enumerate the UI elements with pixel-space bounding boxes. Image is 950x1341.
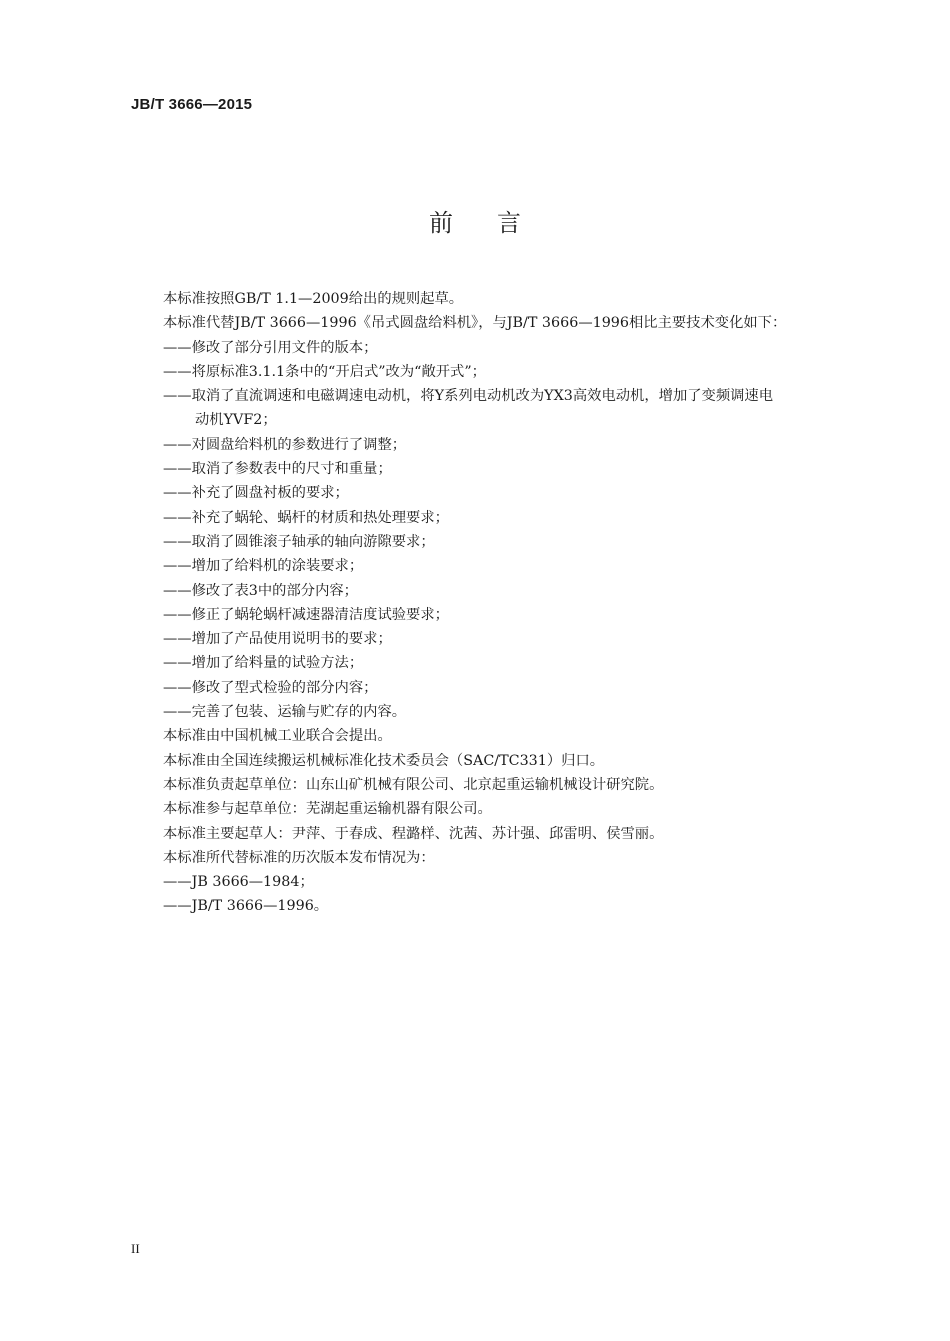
standard-number: JB/T 3666—2015 — [131, 96, 253, 113]
previous-edition-item: ——JB 3666—1984； — [163, 874, 314, 891]
paragraph-proposer: 本标准由中国机械工业联合会提出。 — [163, 728, 392, 745]
change-item: ——增加了给料量的试验方法； — [163, 655, 364, 672]
paragraph-main-drafters: 本标准主要起草人：尹萍、于春成、程潞样、沈茜、苏计强、邱雷明、侯雪丽。 — [163, 825, 664, 842]
paragraph-lead-drafters: 本标准负责起草单位：山东山矿机械有限公司、北京起重运输机械设计研究院。 — [163, 776, 664, 793]
page-title: 前言 — [429, 209, 565, 237]
change-item: ——增加了给料机的涂装要求； — [163, 558, 364, 575]
change-item: ——补充了圆盘衬板的要求； — [163, 485, 349, 502]
change-item: ——修改了型式检验的部分内容； — [163, 679, 378, 696]
change-item: ——修正了蜗轮蜗杆减速器清洁度试验要求； — [163, 606, 449, 623]
change-item: ——对圆盘给料机的参数进行了调整； — [163, 436, 407, 453]
paragraph-participating-drafters: 本标准参与起草单位：芜湖起重运输机器有限公司。 — [163, 801, 492, 818]
change-item: ——完善了包装、运输与贮存的内容。 — [163, 704, 407, 721]
foreword-body — [163, 287, 883, 919]
change-item: ——取消了圆锥滚子轴承的轴向游隙要求； — [163, 533, 435, 550]
change-item: ——取消了参数表中的尺寸和重量； — [163, 461, 392, 478]
change-item-continuation: 动机YVF2； — [195, 412, 277, 429]
paragraph-replacement: 本标准代替JB/T 3666—1996《吊式圆盘给料机》，与JB/T 3666—1996相比主要技术变化如下： — [163, 315, 787, 332]
paragraph-previous-editions: 本标准所代替标准的历次版本发布情况为： — [163, 849, 435, 866]
change-item: ——增加了产品使用说明书的要求； — [163, 631, 392, 648]
paragraph-committee: 本标准由全国连续搬运机械标准化技术委员会（SAC/TC331）归口。 — [163, 752, 605, 769]
change-item: ——取消了直流调速和电磁调速电动机，将Y系列电动机改为YX3高效电动机，增加了变频调速电 — [163, 388, 774, 405]
page-number: II — [131, 1241, 140, 1256]
previous-edition-item: ——JB/T 3666—1996。 — [163, 898, 329, 915]
change-item: ——将原标准3.1.1条中的“开启式”改为“敞开式”； — [163, 363, 486, 380]
change-item: ——修改了表3中的部分内容； — [163, 582, 358, 599]
paragraph-drafting-rules: 本标准按照GB/T 1.1—2009给出的规则起草。 — [163, 291, 464, 307]
change-item: ——补充了蜗轮、蜗杆的材质和热处理要求； — [163, 509, 449, 526]
change-item: ——修改了部分引用文件的版本； — [163, 339, 378, 356]
